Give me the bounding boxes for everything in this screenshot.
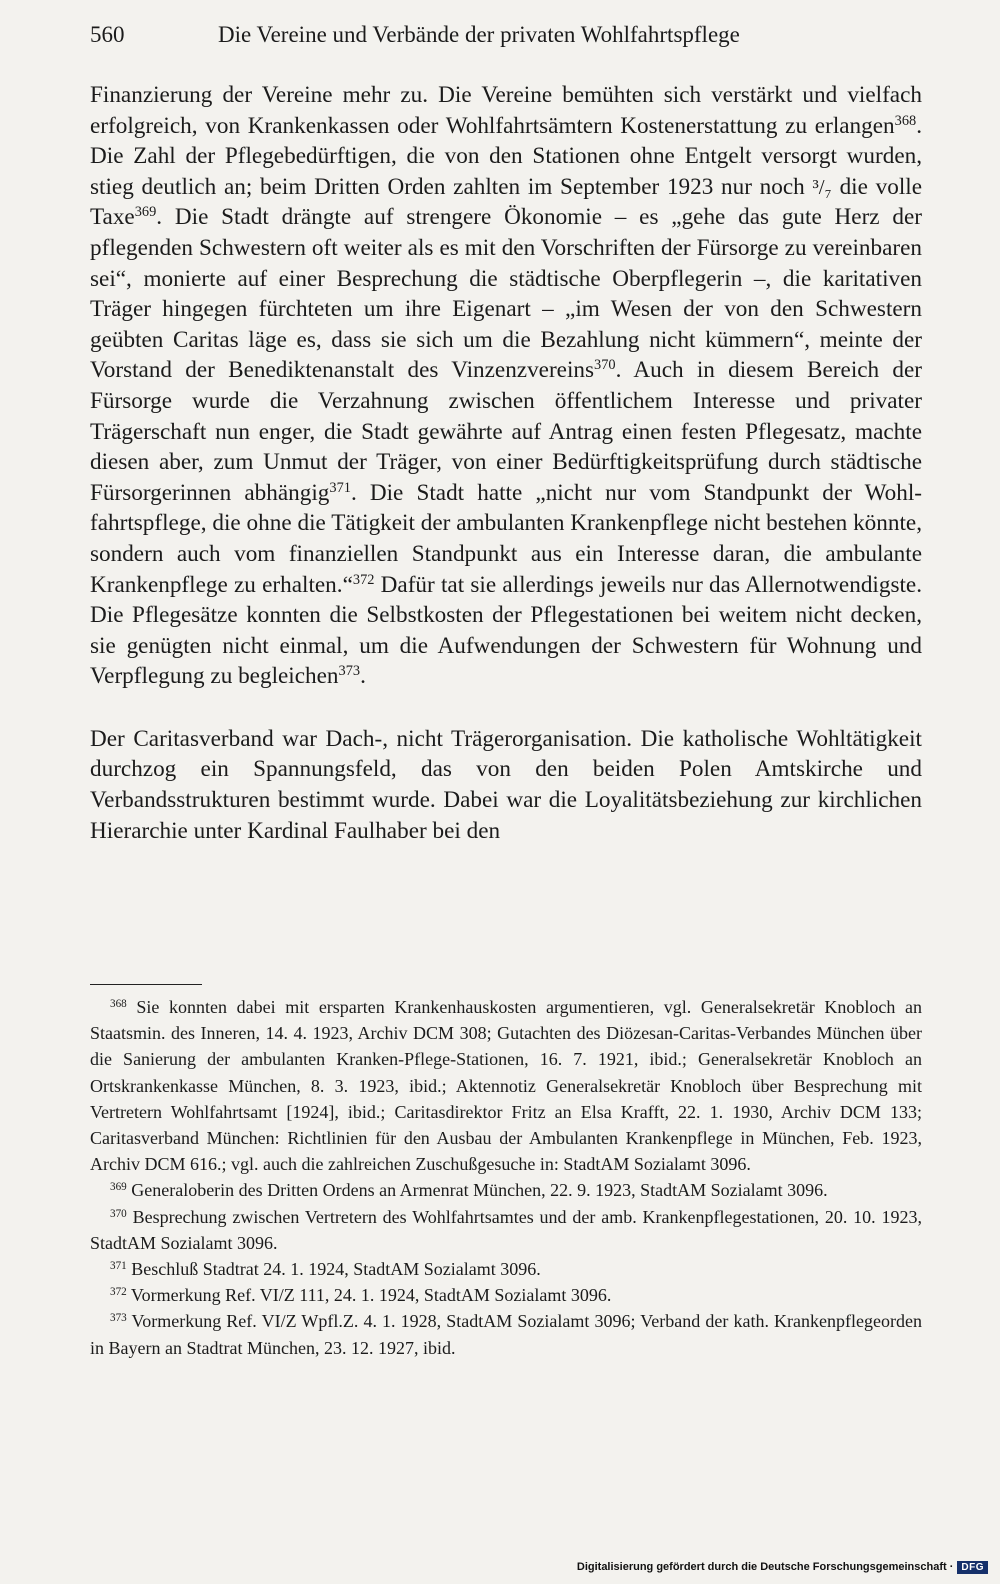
- footnote-ref-371: 371: [329, 479, 351, 496]
- footnote-368: [90, 994, 922, 1177]
- footnote-text: Sie konnten dabei mit ersparten Krankenhauskosten argumentieren, vgl. Generalsekretär Knobloch an Staatsmin. des Inneren, 14. 4. 1923, Archiv DCM 308; Gutachten des Diözesan-Caritas-Verbandes München über die Sanierung der ambulanten Kranken-Pflege-Stationen, 16. 7. 1921, ibid.; Generalsekretär Knobloch an Ortskrankenkasse München, 8. 3. 1923, ibid.; Aktennotiz Generalsekretär Knobloch über Besprechung mit Vertretern Wohlfahrtsamt [1924], ibid.; Caritasdirektor Fritz an Elsa Krafft, 22. 1. 1930, Archiv DCM 133; Caritasverband München: Richtlinien für den Ausbau der Ambulanten Krankenpflege in München, Feb. 1923, Archiv DCM 616.; vgl. auch die zahlreichen Zuschußgesuche in: StadtAM Sozialamt 3096.: [90, 997, 922, 1175]
- footnote-371: [90, 1256, 922, 1282]
- footnote-number: 371: [110, 1259, 127, 1272]
- text-run: . Auch in diesem Bereich der Fürsorge wurde die Verzahnung zwischen öffentlichem Interesse und privater Trägerschaft nun enger, die Stadt gewährte auf Antrag einen festen Pflegesatz, machte diesen aber, zum Unmut der Träger, von einer Bedürftigkeitsprüfung durch städtische Fürsorgerinnen abhängig: [90, 357, 922, 506]
- digitization-credit: [577, 1558, 988, 1576]
- footnote-ref-372: 372: [352, 571, 375, 588]
- footnote-divider: [90, 984, 202, 985]
- footnote-text: Besprechung zwischen Vertretern des Wohlfahrtsamtes und der amb. Krankenpflegestationen, 20. 10. 1923, StadtAM Sozialamt 3096.: [90, 1206, 922, 1253]
- footnote-number: 370: [110, 1207, 127, 1220]
- footnote-ref-373: 373: [338, 663, 361, 680]
- footnote-369: [90, 1177, 922, 1203]
- footnote-number: 372: [110, 1286, 127, 1299]
- footnote-text: Generaloberin des Dritten Ordens an Armenrat München, 22. 9. 1923, StadtAM Sozialamt 3096.: [131, 1180, 828, 1201]
- text-run: . Die Stadt drängte auf strengere Ökonomie – es „gehe das gute Herz der pflegenden Schwestern oft weiter als es mit den Vorschriften der Fürsorge zu vereinbaren sei“, monierte auf einer Besprechung die städtische Oberpflegerin –, die karitativen Träger hingegen fürchteten um ihre Eigenart – „im Wesen der von den Schwestern geübten Caritas läge es, dass sie sich um die Bezahlung nicht kümmern“, meinte der Vorstand der Benediktenanstalt des Vinzenzvereins: [90, 204, 922, 384]
- footnote-text: Vormerkung Ref. VI/Z 111, 24. 1. 1924, StadtAM Sozialamt 3096.: [130, 1285, 612, 1306]
- running-head: Die Vereine und Verbände der privaten Wohlfahrtspflege: [218, 22, 740, 47]
- text-run: . Die Zahl der Pflegebedürftigen, die von den Stationen ohne Entgelt versorgt wurden, stieg deutlich an; beim Dritten Orden zahlten im September 1923 nur noch: [90, 112, 922, 200]
- credit-text: Digitalisierung gefördert durch die Deutsche Forschungsgemeinschaft ·: [576, 1561, 954, 1573]
- footnote-ref-368: 368: [894, 112, 917, 129]
- footnote-number: 369: [110, 1181, 127, 1194]
- page-header: [90, 22, 910, 58]
- text-run: Dafür tat sie allerdings jeweils nur das Allernotwendigste. Die Pflegesätze konnten die Selbstkosten der Pflegestationen bei weitem nicht decken, sie genügten nicht einmal, um die Aufwendungen der Schwestern für Wohnung und Verpflegung zu begleichen: [90, 571, 922, 690]
- body-text: [90, 80, 922, 846]
- footnote-ref-369: 369: [134, 204, 157, 221]
- fraction: ³/₇: [812, 174, 832, 199]
- footnote-number: 368: [110, 997, 127, 1010]
- text-run: Finanzierung der Vereine mehr zu. Die Vereine bemühten sich verstärkt und vielfach erfolgreich, von Krankenkassen oder Wohlfahrtsämtern Kostenerstattung zu erlangen: [90, 82, 922, 139]
- dfg-logo-icon: DFG: [957, 1561, 988, 1574]
- page-number: 560: [90, 22, 125, 47]
- footnote-370: [90, 1204, 922, 1256]
- footnote-372: [90, 1282, 922, 1308]
- text-run: die volle Taxe: [90, 173, 922, 231]
- footnote-ref-370: 370: [594, 357, 616, 374]
- paragraph-1: [90, 80, 922, 692]
- text-run: . Die Stadt hatte „nicht nur vom Standpunkt der Wohlfahrtspflege, die ohne die Tätigkeit der ambulanten Krankenpflege nicht bestehen könnte, sondern auch vom finanziellen Standpunkt aus ein Interesse daran, die ambulante Krankenpflege zu erhalten.“: [90, 479, 922, 598]
- text-run: .: [360, 663, 366, 690]
- footnote-number: 373: [110, 1312, 127, 1325]
- footnote-373: [90, 1308, 922, 1360]
- footnotes: [90, 994, 922, 1361]
- footnote-text: Vormerkung Ref. VI/Z Wpfl.Z. 4. 1. 1928, StadtAM Sozialamt 3096; Verband der kath. Krankenpflegeorden in Bayern an Stadtrat München, 23. 12. 1927, ibid.: [90, 1311, 922, 1358]
- footnote-text: Beschluß Stadtrat 24. 1. 1924, StadtAM Sozialamt 3096.: [131, 1259, 541, 1280]
- paragraph-2: Der Caritasverband war Dach-, nicht Trägerorganisation. Die katholische Wohltätigkeit durchzog ein Spannungsfeld, das von den beiden Polen Amtskirche und Verbandsstrukturen bestimmt wurde. Dabei war die Loyalitätsbeziehung zur kirchlichen Hierarchie unter Kardinal Faulhaber bei den: [90, 725, 922, 844]
